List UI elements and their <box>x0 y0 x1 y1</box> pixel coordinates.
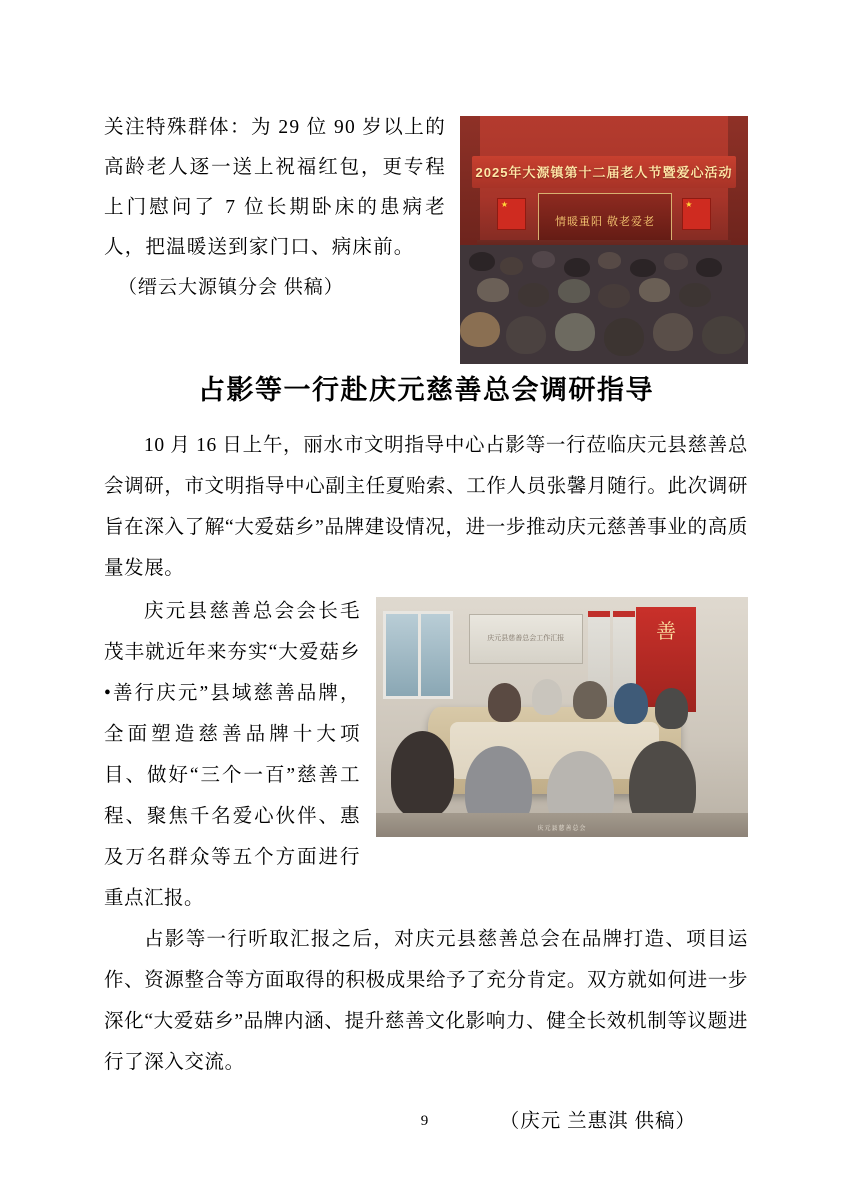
flag-icon <box>682 198 711 230</box>
photo-window <box>383 611 452 699</box>
photo-person <box>573 681 606 719</box>
photo-caption-overlay: 庆元县慈善总会 <box>537 826 587 833</box>
page-number: 9 <box>420 1113 429 1129</box>
photo-projection-screen: 庆元县慈善总会工作汇报 <box>469 614 583 664</box>
photo-person <box>655 688 688 729</box>
elderly-day-event-photo <box>460 116 748 364</box>
page-content <box>104 108 748 1133</box>
photo-person <box>614 683 647 724</box>
article-paragraph-3: 占影等一行听取汇报之后，对庆元县慈善总会在品牌打造、项目运作、资源整合等方面取得的积极成果给予了充分肯定。双方就如何进一步深化“大爱菇乡”品牌内涵、提升慈善文化影响力、健全长效机制等议题进行了深入交流。 <box>104 929 748 1073</box>
photo-person <box>532 679 562 715</box>
photo-stage-screen: 情暖重阳 敬老爱老 <box>538 193 672 250</box>
research-meeting-photo <box>376 597 748 837</box>
section1-paragraph: 关注特殊群体：为 29 位 90 岁以上的高龄老人逐一送上祝福红包，更专程上门慰问了 7 位长期卧床的患病老人，把温暖送到家门口、病床前。 <box>104 117 446 258</box>
photo-stage-banner: 2025年大源镇第十二届老人节暨爱心活动 <box>472 156 737 188</box>
article-paragraph-1: 10 月 16 日上午，丽水市文明指导中心占影等一行莅临庆元县慈善总会调研，市文明指导中心副主任夏贻索、工作人员张馨月随行。此次调研旨在深入了解“大爱菇乡”品牌建设情况，进一步推动庆元慈善事业的高质量发展。 <box>104 435 748 579</box>
article-wrap-block <box>104 591 748 919</box>
flag-icon <box>497 198 526 230</box>
photo-person <box>391 731 454 817</box>
page-title: 占影等一行赴庆元慈善总会调研指导 <box>198 375 654 405</box>
article-credit: （庆元 兰惠淇 供稿） <box>499 1111 696 1132</box>
photo-audience <box>460 245 748 364</box>
section1-credit: （缙云大源镇分会 供稿） <box>118 277 344 298</box>
article-paragraph-2: 庆元县慈善总会会长毛茂丰就近年来夯实“大爱菇乡•善行庆元”县域慈善品牌，全面塑造慈善品牌十大项目、做好“三个一百”慈善工程、聚焦千名爱心伙伴、惠及万名群众等五个方面进行重点汇报。 <box>104 601 360 909</box>
photo-person <box>488 683 521 721</box>
